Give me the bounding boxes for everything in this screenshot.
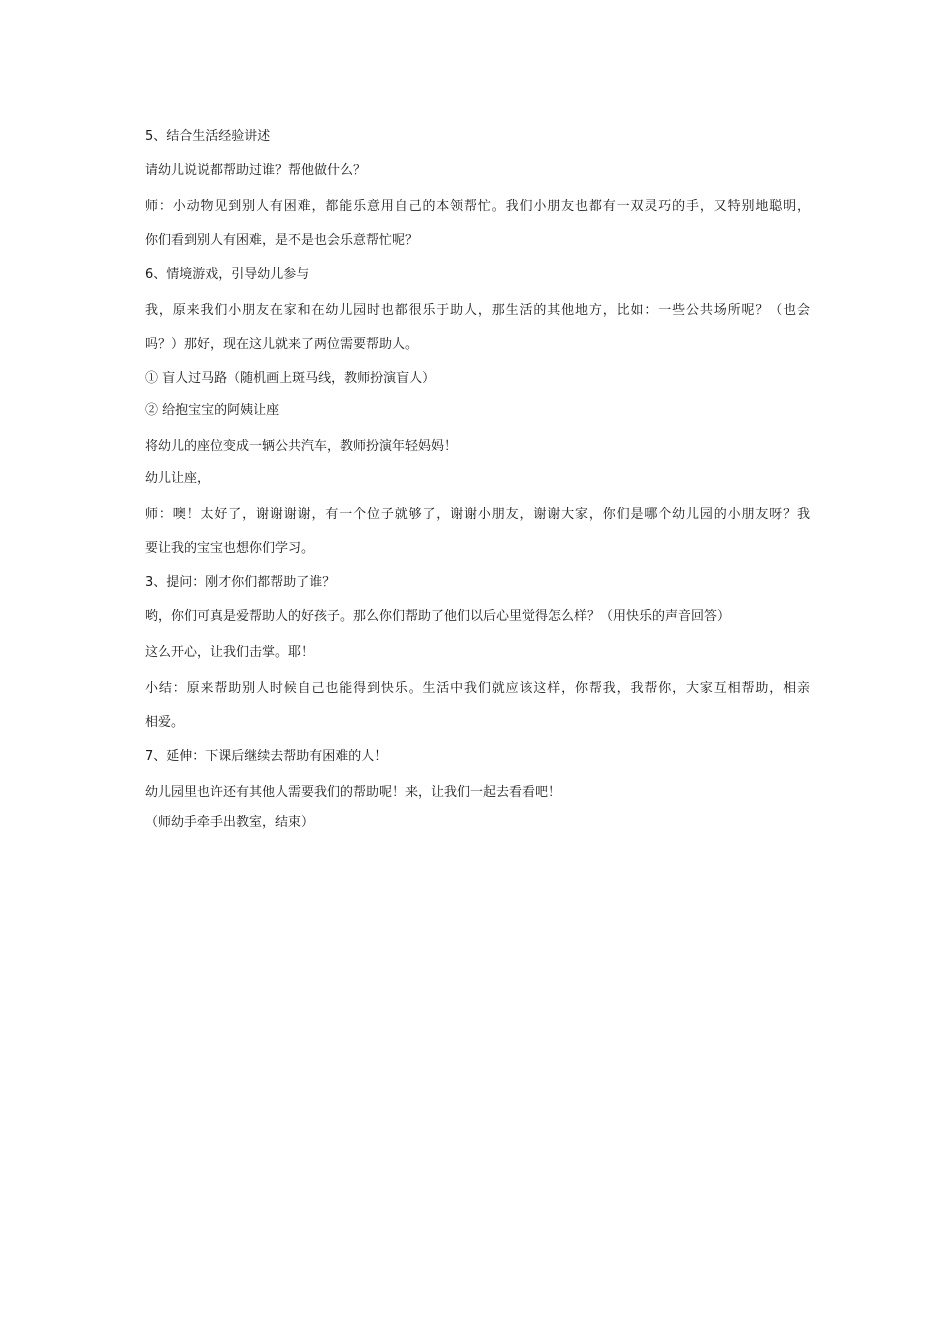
text-line: 你们看到别人有困难，是不是也会乐意帮忙呢？ (145, 233, 419, 248)
text-line: 哟，你们可真是爱帮助人的好孩子。那么你们帮助了他们以后心里觉得怎么样？（用快乐的声音回答） (145, 609, 731, 624)
text-line: （师幼手牵手出教室，结束） (145, 815, 315, 830)
text-line: 将幼儿的座位变成一辆公共汽车，教师扮演年轻妈妈！ (145, 439, 458, 454)
text-line: 我，原来我们小朋友在家和在幼儿园时也都很乐于助人，那生活的其他地方，比如：一些公共场所呢？（也会 (145, 303, 810, 318)
text-line: 师：小动物见到别人有困难，都能乐意用自己的本领帮忙。我们小朋友也都有一双灵巧的手，又特别地聪明， (145, 199, 810, 214)
text-line: 相爱。 (145, 715, 185, 730)
list-item-1: ① 盲人过马路（随机画上斑马线，教师扮演盲人） (145, 371, 436, 386)
text-line: 吗？）那好，现在这儿就来了两位需要帮助人。 (145, 337, 419, 352)
text-line: 小结：原来帮助别人时候自己也能得到快乐。生活中我们就应该这样，你帮我，我帮你，大家互相帮助，相亲 (145, 681, 810, 696)
text-line: 师：噢！太好了，谢谢谢谢，有一个位子就够了，谢谢小朋友，谢谢大家，你们是哪个幼儿园的小朋友呀？我 (145, 507, 810, 522)
section-heading-6: 6、情境游戏，引导幼儿参与 (145, 267, 310, 282)
text-line: 请幼儿说说都帮助过谁？帮他做什么？ (145, 163, 367, 178)
section-heading-5: 5、结合生活经验讲述 (145, 129, 271, 144)
section-heading-3: 3、提问：刚才你们都帮助了谁？ (145, 575, 336, 590)
text-line: 要让我的宝宝也想你们学习。 (145, 541, 315, 556)
list-item-2: ② 给抱宝宝的阿姨让座 (145, 403, 280, 418)
text-line: 幼儿让座， (145, 471, 211, 486)
text-line: 幼儿园里也许还有其他人需要我们的帮助呢！来，让我们一起去看看吧！ (145, 785, 562, 800)
section-heading-7: 7、延伸：下课后继续去帮助有困难的人！ (145, 749, 388, 764)
text-line: 这么开心，让我们击掌。耶！ (145, 645, 315, 660)
